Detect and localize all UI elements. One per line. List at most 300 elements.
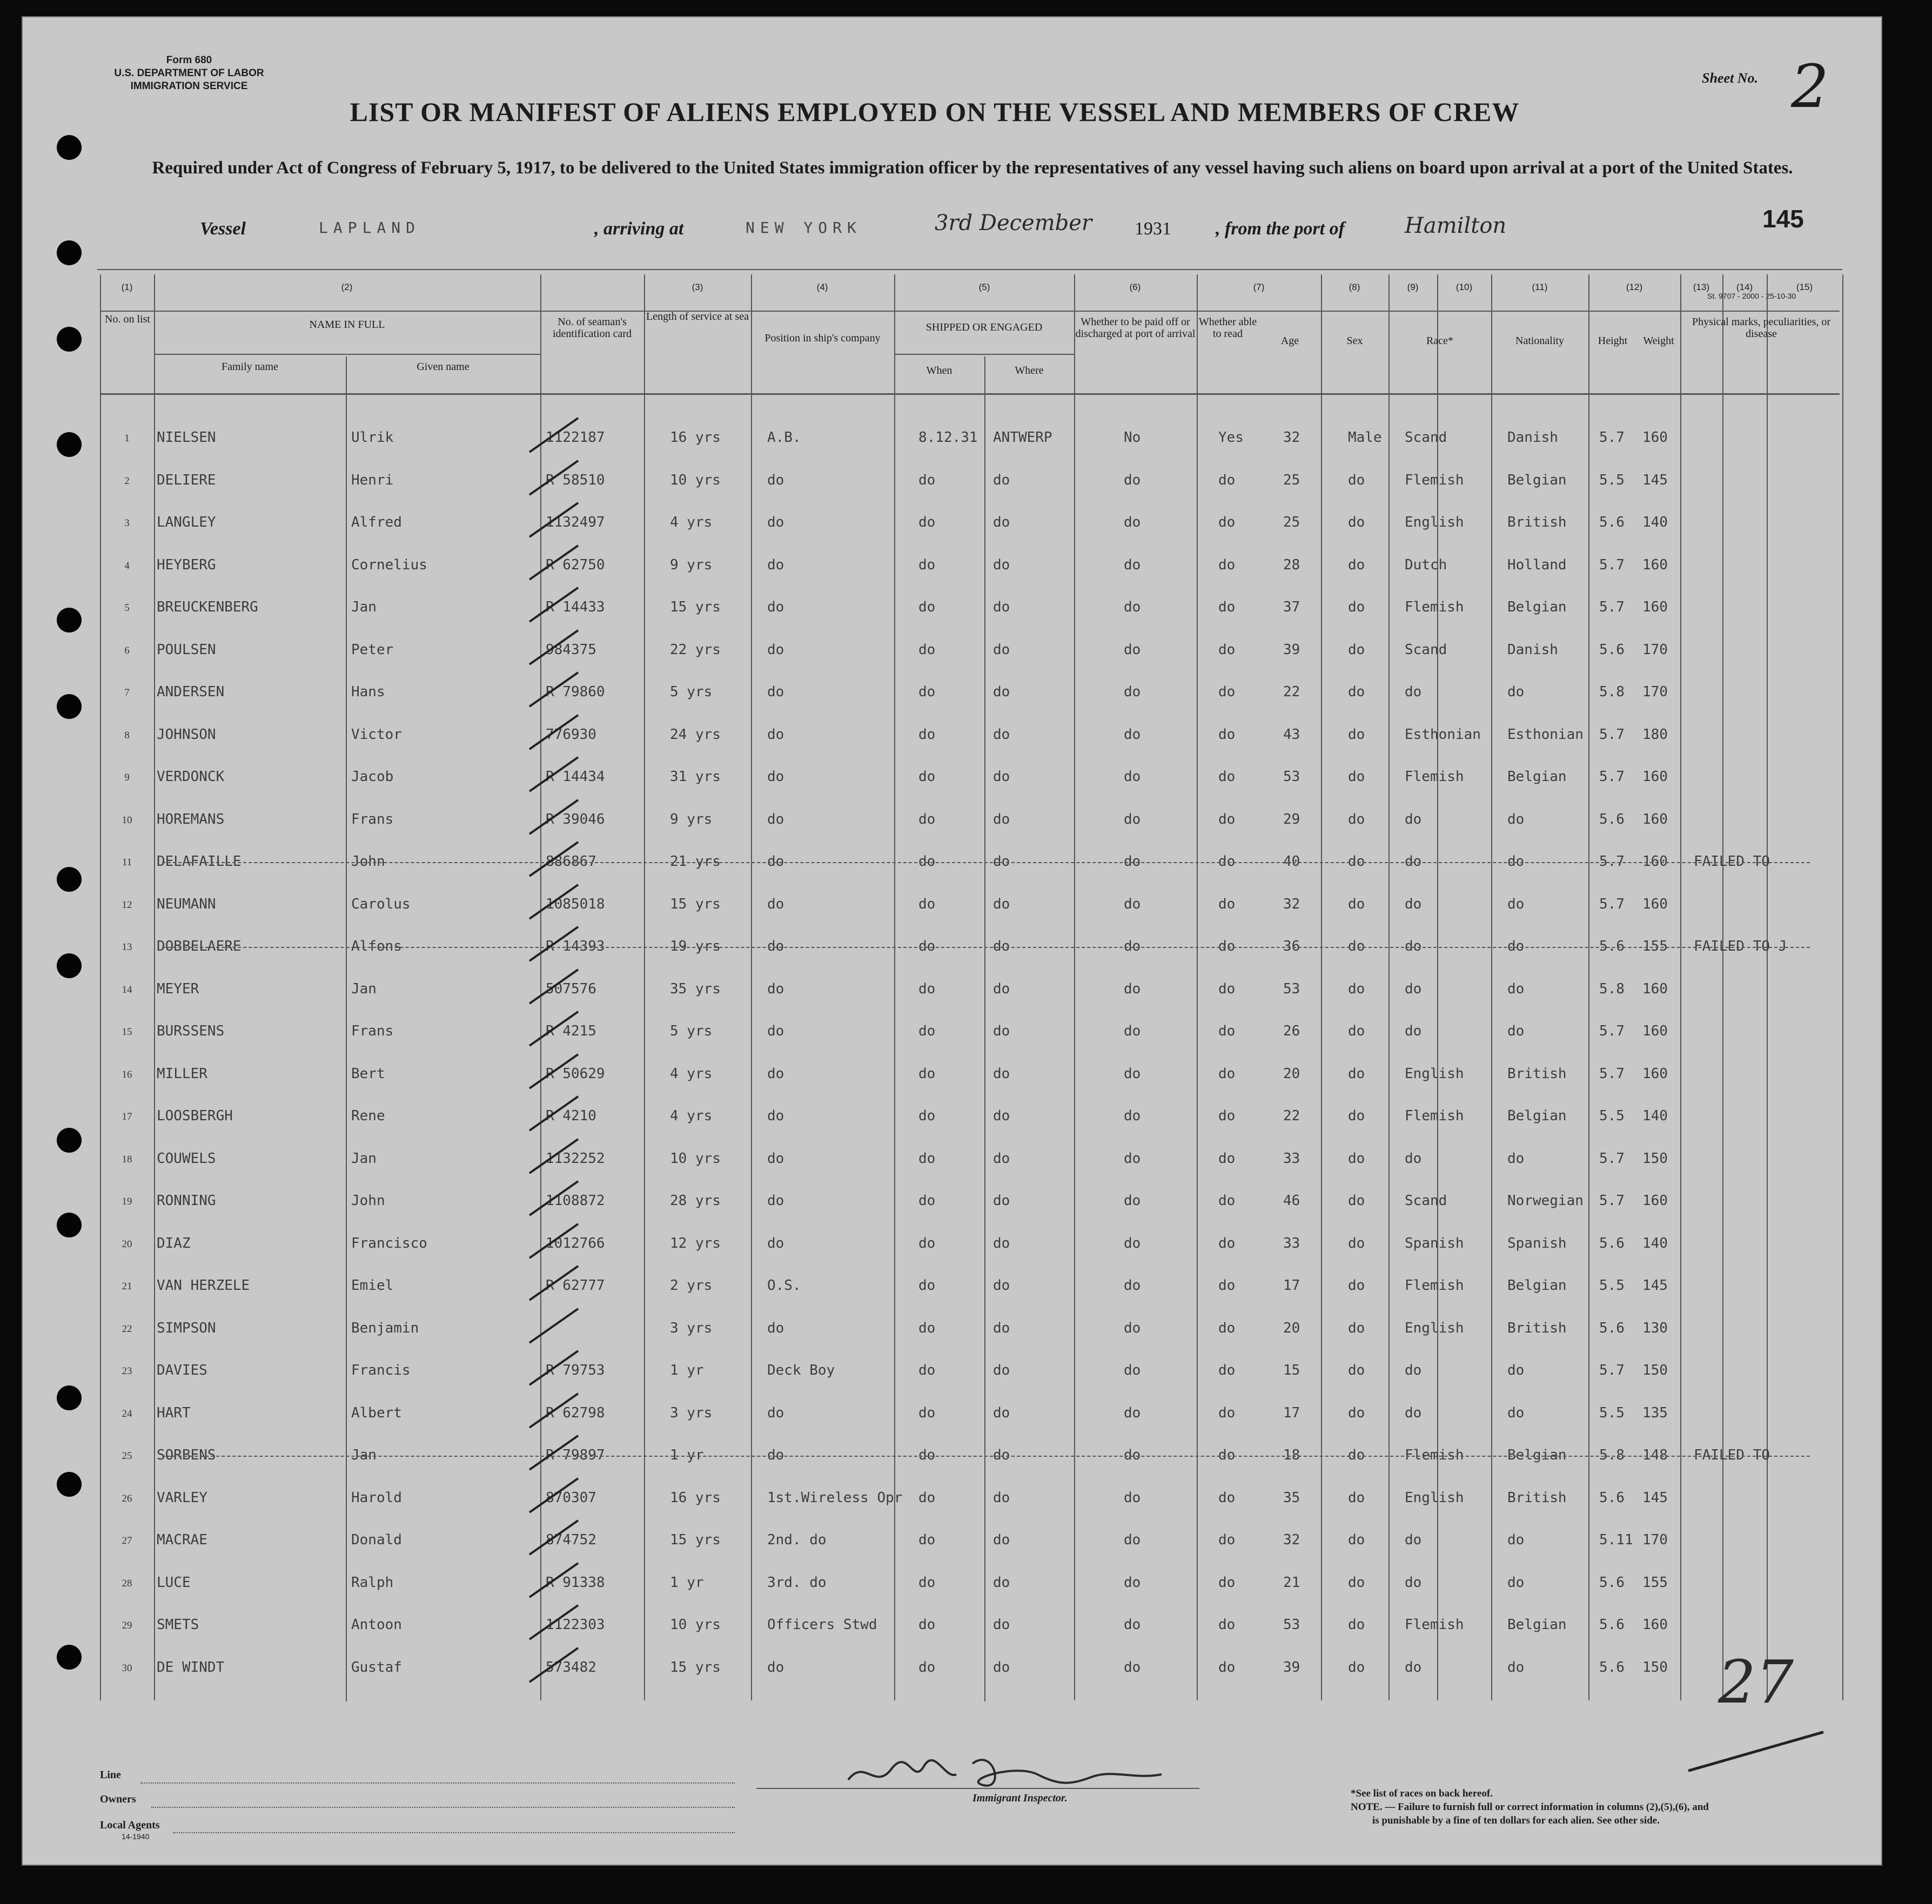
cell-nat: do xyxy=(1507,1659,1525,1676)
cell-family: NEUMANN xyxy=(157,896,216,912)
column-number: (10) xyxy=(1455,282,1473,292)
cell-weight: 130 xyxy=(1642,1320,1668,1336)
cell-race: Flemish xyxy=(1405,1277,1464,1294)
cell-height: 5.11 xyxy=(1599,1532,1633,1548)
cell-paid: do xyxy=(1124,1108,1141,1124)
strike-through xyxy=(162,862,1810,863)
binder-hole xyxy=(57,608,82,633)
cell-service: 21 yrs xyxy=(670,853,721,870)
cell-given: Benjamin xyxy=(351,1320,419,1336)
cell-sex: do xyxy=(1348,811,1365,827)
cell-sex: do xyxy=(1348,641,1365,658)
cell-read: do xyxy=(1218,1065,1236,1082)
cell-family: VARLEY xyxy=(157,1489,207,1506)
cell-read: do xyxy=(1218,1108,1236,1124)
column-rule xyxy=(644,274,645,1700)
cell-family: ANDERSEN xyxy=(157,684,225,700)
cell-where: do xyxy=(993,1277,1010,1294)
column-rule xyxy=(1388,274,1390,1700)
cell-position: A.B. xyxy=(767,429,801,446)
cell-read: do xyxy=(1218,1447,1236,1463)
cell-card: 1012766 xyxy=(546,1235,605,1252)
cell-given: Jacob xyxy=(351,769,394,785)
cell-when: 8.12.31 xyxy=(918,429,978,446)
cell-family: HOREMANS xyxy=(157,811,225,827)
cell-given: John xyxy=(351,853,385,870)
cell-weight: 135 xyxy=(1642,1404,1668,1421)
cell-paid: do xyxy=(1124,1023,1141,1039)
cell-service: 19 yrs xyxy=(670,938,721,954)
cell-paid: do xyxy=(1124,896,1141,912)
stock-number: St. 9707 - 2000 - 25-10-30 xyxy=(1707,292,1796,300)
cell-position: do xyxy=(767,514,784,530)
cell-paid: do xyxy=(1124,1659,1141,1676)
column-number: (5) xyxy=(978,282,990,292)
cell-paid: do xyxy=(1124,514,1141,530)
cell-service: 10 yrs xyxy=(670,1617,721,1633)
line-label: Line xyxy=(100,1769,121,1781)
cell-given: Harold xyxy=(351,1489,402,1506)
cell-paid: do xyxy=(1124,599,1141,615)
cell-height: 5.6 xyxy=(1599,1617,1625,1633)
subtitle: Required under Act of Congress of February 5, 1917, to be delivered to the United States immigration officer by the representatives of any vessel having such aliens on board upon arrival at a port of the United States. xyxy=(152,158,1793,178)
row-number: 23 xyxy=(122,1365,132,1377)
cell-nat: do xyxy=(1507,938,1525,954)
cell-paid: do xyxy=(1124,726,1141,743)
cell-when: do xyxy=(918,1023,936,1039)
cell-height: 5.6 xyxy=(1599,514,1625,530)
form-number: Form 680 xyxy=(166,55,212,66)
cell-where: do xyxy=(993,1320,1010,1336)
cell-position: do xyxy=(767,1065,784,1082)
column-number: (14) xyxy=(1736,282,1753,292)
cell-when: do xyxy=(918,1574,936,1591)
cell-card: R 79897 xyxy=(546,1447,605,1463)
cell-read: do xyxy=(1218,1362,1236,1378)
cell-age: 35 xyxy=(1283,1489,1300,1506)
row-number: 7 xyxy=(124,687,130,698)
cell-family: DOBBELAERE xyxy=(157,938,242,954)
cell-service: 5 yrs xyxy=(670,1023,713,1039)
cell-paid: do xyxy=(1124,1193,1141,1209)
cell-age: 22 xyxy=(1283,1108,1300,1124)
cell-read: do xyxy=(1218,1277,1236,1294)
row-number: 1 xyxy=(124,433,130,444)
cell-service: 12 yrs xyxy=(670,1235,721,1252)
cell-position: Officers Stwd xyxy=(767,1617,877,1633)
cell-where: do xyxy=(993,1235,1010,1252)
cell-when: do xyxy=(918,1065,936,1082)
cell-given: Jan xyxy=(351,599,377,615)
column-number: (12) xyxy=(1626,282,1643,292)
where-rule xyxy=(984,356,985,1701)
sheet-label: Sheet No. xyxy=(1702,70,1758,86)
row-number: 6 xyxy=(124,644,130,656)
cell-service: 31 yrs xyxy=(670,769,721,785)
cell-weight: 170 xyxy=(1642,641,1668,658)
header-position: Position in ship's company xyxy=(764,332,881,344)
cell-sex: do xyxy=(1348,1023,1365,1039)
vessel-name: LAPLAND xyxy=(319,219,421,237)
arriving-port: NEW YORK xyxy=(746,219,862,237)
signature-rule xyxy=(756,1788,1199,1789)
cell-age: 40 xyxy=(1283,853,1300,870)
row-number: 26 xyxy=(122,1492,132,1504)
strike-through xyxy=(162,947,1810,948)
cell-when: do xyxy=(918,1659,936,1676)
cell-given: Victor xyxy=(351,726,402,743)
row-number: 27 xyxy=(122,1535,132,1546)
cell-when: do xyxy=(918,1404,936,1421)
cell-when: do xyxy=(918,1320,936,1336)
cell-where: do xyxy=(993,599,1010,615)
cell-height: 5.8 xyxy=(1599,684,1625,700)
department: U.S. DEPARTMENT OF LABOR xyxy=(114,68,264,79)
cell-read: do xyxy=(1218,1489,1236,1506)
line-rule xyxy=(140,1782,735,1784)
cell-family: LOOSBERGH xyxy=(157,1108,233,1124)
cell-family: POULSEN xyxy=(157,641,216,658)
cell-nat: do xyxy=(1507,1150,1525,1167)
cell-where: do xyxy=(993,1065,1010,1082)
header-race: Race* xyxy=(1426,335,1453,347)
cell-age: 43 xyxy=(1283,726,1300,743)
cell-position: do xyxy=(767,599,784,615)
cell-card: R 79753 xyxy=(546,1362,605,1378)
cell-age: 22 xyxy=(1283,684,1300,700)
cell-height: 5.6 xyxy=(1599,1489,1625,1506)
cell-height: 5.7 xyxy=(1599,429,1625,446)
cell-read: do xyxy=(1218,599,1236,615)
cell-read: do xyxy=(1218,1617,1236,1633)
cell-race: English xyxy=(1405,1320,1464,1336)
cell-position: do xyxy=(767,472,784,488)
cell-nat: Belgian xyxy=(1507,1277,1567,1294)
cell-family: LANGLEY xyxy=(157,514,216,530)
column-rule xyxy=(1491,274,1492,1700)
header-weight: Weight xyxy=(1643,335,1674,347)
cell-card: R 62750 xyxy=(546,556,605,573)
cell-given: Carolus xyxy=(351,896,411,912)
cell-read: do xyxy=(1218,1023,1236,1039)
cell-when: do xyxy=(918,938,936,954)
cell-race: Spanish xyxy=(1405,1235,1464,1252)
cell-nat: Belgian xyxy=(1507,1617,1567,1633)
row-number: 11 xyxy=(122,857,132,868)
header-id-card: No. of seaman's identification card xyxy=(552,316,632,340)
cell-sex: do xyxy=(1348,896,1365,912)
cell-sex: do xyxy=(1348,684,1365,700)
cell-sex: do xyxy=(1348,1065,1365,1082)
sheet-number: 2 xyxy=(1791,52,1829,121)
cell-race: do xyxy=(1405,1532,1422,1548)
cell-where: do xyxy=(993,1574,1010,1591)
cell-weight: 160 xyxy=(1642,1023,1668,1039)
owners-rule xyxy=(151,1807,735,1808)
cell-given: Alfred xyxy=(351,514,402,530)
cell-service: 15 yrs xyxy=(670,896,721,912)
cell-height: 5.7 xyxy=(1599,853,1625,870)
cell-read: do xyxy=(1218,472,1236,488)
page-title: LIST OR MANIFEST OF ALIENS EMPLOYED ON THE VESSEL AND MEMBERS OF CREW xyxy=(350,97,1520,127)
row-number: 29 xyxy=(122,1620,132,1631)
row-number: 14 xyxy=(122,984,132,995)
cell-nat: do xyxy=(1507,1574,1525,1591)
cell-height: 5.7 xyxy=(1599,1150,1625,1167)
cell-position: O.S. xyxy=(767,1277,801,1294)
cell-age: 17 xyxy=(1283,1277,1300,1294)
cell-nat: do xyxy=(1507,1023,1525,1039)
cell-read: do xyxy=(1218,1404,1236,1421)
cell-height: 5.6 xyxy=(1599,1235,1625,1252)
binder-hole xyxy=(57,694,82,719)
cell-read: do xyxy=(1218,1235,1236,1252)
cell-race: Flemish xyxy=(1405,1447,1464,1463)
cell-where: do xyxy=(993,1532,1010,1548)
cell-given: Frans xyxy=(351,1023,394,1039)
cell-paid: do xyxy=(1124,1404,1141,1421)
cell-weight: 155 xyxy=(1642,938,1668,954)
cell-card: 874752 xyxy=(546,1532,596,1548)
cell-sex: do xyxy=(1348,1574,1365,1591)
cell-when: do xyxy=(918,853,936,870)
cell-nat: British xyxy=(1507,1320,1567,1336)
cell-height: 5.6 xyxy=(1599,1659,1625,1676)
column-rule xyxy=(1588,274,1589,1700)
cell-sex: do xyxy=(1348,1150,1365,1167)
cell-service: 3 yrs xyxy=(670,1404,713,1421)
form-header xyxy=(81,54,297,93)
row-number: 19 xyxy=(122,1196,132,1207)
cell-paid: do xyxy=(1124,853,1141,870)
cell-age: 32 xyxy=(1283,1532,1300,1548)
cell-position: do xyxy=(767,1235,784,1252)
cell-family: SORBENS xyxy=(157,1447,216,1463)
cell-read: do xyxy=(1218,556,1236,573)
header-when: When xyxy=(926,365,952,376)
cell-age: 32 xyxy=(1283,896,1300,912)
cell-sex: do xyxy=(1348,1108,1365,1124)
cell-given: Rene xyxy=(351,1108,385,1124)
cell-position: do xyxy=(767,1150,784,1167)
cell-nat: Norwegian xyxy=(1507,1193,1584,1209)
row-number: 9 xyxy=(124,772,130,783)
cell-race: do xyxy=(1405,811,1422,827)
cell-age: 32 xyxy=(1283,429,1300,446)
cell-weight: 145 xyxy=(1642,1277,1668,1294)
column-rule xyxy=(1074,274,1075,1700)
cell-height: 5.7 xyxy=(1599,1193,1625,1209)
cell-sex: do xyxy=(1348,1404,1365,1421)
cell-where: ANTWERP xyxy=(993,429,1052,446)
cell-race: do xyxy=(1405,853,1422,870)
cell-weight: 160 xyxy=(1642,599,1668,615)
cell-card: R 14433 xyxy=(546,599,605,615)
cell-position: 1st.Wireless Opr xyxy=(767,1489,903,1506)
cell-weight: 145 xyxy=(1642,1489,1668,1506)
cell-position: do xyxy=(767,980,784,997)
cell-read: do xyxy=(1218,1193,1236,1209)
cell-where: do xyxy=(993,684,1010,700)
cell-family: DELIERE xyxy=(157,472,216,488)
cell-race: do xyxy=(1405,1150,1422,1167)
cell-weight: 140 xyxy=(1642,514,1668,530)
cell-card: 1122303 xyxy=(546,1617,605,1633)
cell-nat: British xyxy=(1507,1065,1567,1082)
cell-read: do xyxy=(1218,1320,1236,1336)
cell-given: Jan xyxy=(351,980,377,997)
cell-age: 39 xyxy=(1283,641,1300,658)
cell-family: BURSSENS xyxy=(157,1023,225,1039)
cell-nat: Belgian xyxy=(1507,1108,1567,1124)
cell-age: 25 xyxy=(1283,514,1300,530)
cell-paid: do xyxy=(1124,811,1141,827)
cell-nat: do xyxy=(1507,811,1525,827)
cell-family: NIELSEN xyxy=(157,429,216,446)
cell-where: do xyxy=(993,980,1010,997)
cell-weight: 160 xyxy=(1642,896,1668,912)
total-count: 27 xyxy=(1718,1647,1794,1717)
cell-nat: do xyxy=(1507,980,1525,997)
cell-service: 1 yr xyxy=(670,1362,704,1378)
cell-marks: FAILED TO xyxy=(1694,853,1770,870)
cell-where: do xyxy=(993,811,1010,827)
given-name-rule xyxy=(346,356,347,1701)
races-note: *See list of races on back hereof. xyxy=(1351,1788,1493,1799)
cell-service: 10 yrs xyxy=(670,1150,721,1167)
cell-height: 5.7 xyxy=(1599,896,1625,912)
cell-where: do xyxy=(993,1193,1010,1209)
cell-paid: do xyxy=(1124,1320,1141,1336)
cell-where: do xyxy=(993,1659,1010,1676)
cell-where: do xyxy=(993,1447,1010,1463)
cell-race: Flemish xyxy=(1405,1108,1464,1124)
cell-nat: British xyxy=(1507,1489,1567,1506)
cell-paid: do xyxy=(1124,1235,1141,1252)
cell-race: do xyxy=(1405,938,1422,954)
cell-read: do xyxy=(1218,726,1236,743)
cell-sex: do xyxy=(1348,1362,1365,1378)
cell-service: 24 yrs xyxy=(670,726,721,743)
cell-weight: 160 xyxy=(1642,853,1668,870)
cell-service: 15 yrs xyxy=(670,1532,721,1548)
cell-read: do xyxy=(1218,1532,1236,1548)
binder-hole xyxy=(57,1645,82,1670)
cell-family: LUCE xyxy=(157,1574,191,1591)
cell-nat: Danish xyxy=(1507,641,1558,658)
cell-age: 18 xyxy=(1283,1447,1300,1463)
cell-given: Emiel xyxy=(351,1277,394,1294)
cell-race: Scand xyxy=(1405,429,1447,446)
cell-where: do xyxy=(993,1404,1010,1421)
cell-race: do xyxy=(1405,1023,1422,1039)
cell-weight: 150 xyxy=(1642,1659,1668,1676)
row-number: 24 xyxy=(122,1408,132,1419)
header-able-read: Whether able to read xyxy=(1198,316,1257,340)
header-nationality: Nationality xyxy=(1515,335,1564,347)
cell-nat: do xyxy=(1507,1362,1525,1378)
cell-where: do xyxy=(993,1617,1010,1633)
cell-height: 5.6 xyxy=(1599,811,1625,827)
cell-race: do xyxy=(1405,684,1422,700)
cell-when: do xyxy=(918,769,936,785)
cell-card: 507576 xyxy=(546,980,596,997)
cell-read: Yes xyxy=(1218,429,1244,446)
cell-service: 28 yrs xyxy=(670,1193,721,1209)
row-number: 16 xyxy=(122,1068,132,1080)
cell-paid: do xyxy=(1124,1447,1141,1463)
cell-read: do xyxy=(1218,811,1236,827)
cell-where: do xyxy=(993,938,1010,954)
cell-age: 53 xyxy=(1283,1617,1300,1633)
cell-weight: 180 xyxy=(1642,726,1668,743)
cell-height: 5.8 xyxy=(1599,980,1625,997)
header-age: Age xyxy=(1280,335,1299,347)
cell-card: 1132497 xyxy=(546,514,605,530)
cell-race: Esthonian xyxy=(1405,726,1481,743)
cell-position: do xyxy=(767,1404,784,1421)
cell-sex: do xyxy=(1348,1193,1365,1209)
cell-paid: do xyxy=(1124,641,1141,658)
cell-read: do xyxy=(1218,1574,1236,1591)
cell-race: English xyxy=(1405,1065,1464,1082)
cell-weight: 140 xyxy=(1642,1235,1668,1252)
shipped-split-rule xyxy=(894,354,1074,355)
column-rule xyxy=(154,274,155,1700)
cell-service: 4 yrs xyxy=(670,1065,713,1082)
cell-paid: do xyxy=(1124,556,1141,573)
cell-when: do xyxy=(918,726,936,743)
cell-card: R 14434 xyxy=(546,769,605,785)
column-number: (9) xyxy=(1407,282,1419,292)
cell-age: 46 xyxy=(1283,1193,1300,1209)
cell-position: do xyxy=(767,684,784,700)
binder-hole xyxy=(57,135,82,160)
header-marks: Physical marks, peculiarities, or disease xyxy=(1692,316,1831,340)
cell-service: 16 yrs xyxy=(670,429,721,446)
cell-when: do xyxy=(918,1235,936,1252)
cell-when: do xyxy=(918,896,936,912)
service: IMMIGRATION SERVICE xyxy=(130,80,248,92)
cell-position: do xyxy=(767,1193,784,1209)
cell-weight: 160 xyxy=(1642,556,1668,573)
cell-position: do xyxy=(767,556,784,573)
header-bottom-rule xyxy=(100,393,1840,395)
cell-height: 5.7 xyxy=(1599,726,1625,743)
cell-sex: do xyxy=(1348,980,1365,997)
cell-family: MACRAE xyxy=(157,1532,207,1548)
header-rule xyxy=(97,269,1842,270)
cell-family: MEYER xyxy=(157,980,199,997)
row-number: 15 xyxy=(122,1026,132,1038)
cell-read: do xyxy=(1218,938,1236,954)
failure-note: NOTE. — Failure to furnish full or correct information in columns (2),(5),(6), and xyxy=(1351,1801,1709,1813)
cell-weight: 160 xyxy=(1642,1065,1668,1082)
cell-paid: do xyxy=(1124,1150,1141,1167)
cell-marks: FAILED TO xyxy=(1694,1447,1770,1463)
cell-weight: 160 xyxy=(1642,769,1668,785)
cell-marks: FAILED TO J xyxy=(1694,938,1787,954)
cell-when: do xyxy=(918,1277,936,1294)
cell-weight: 170 xyxy=(1642,684,1668,700)
cell-family: SIMPSON xyxy=(157,1320,216,1336)
cell-card: 573482 xyxy=(546,1659,596,1676)
cell-where: do xyxy=(993,1362,1010,1378)
cell-service: 4 yrs xyxy=(670,514,713,530)
cell-age: 28 xyxy=(1283,556,1300,573)
cell-height: 5.6 xyxy=(1599,938,1625,954)
cell-height: 5.6 xyxy=(1599,1574,1625,1591)
